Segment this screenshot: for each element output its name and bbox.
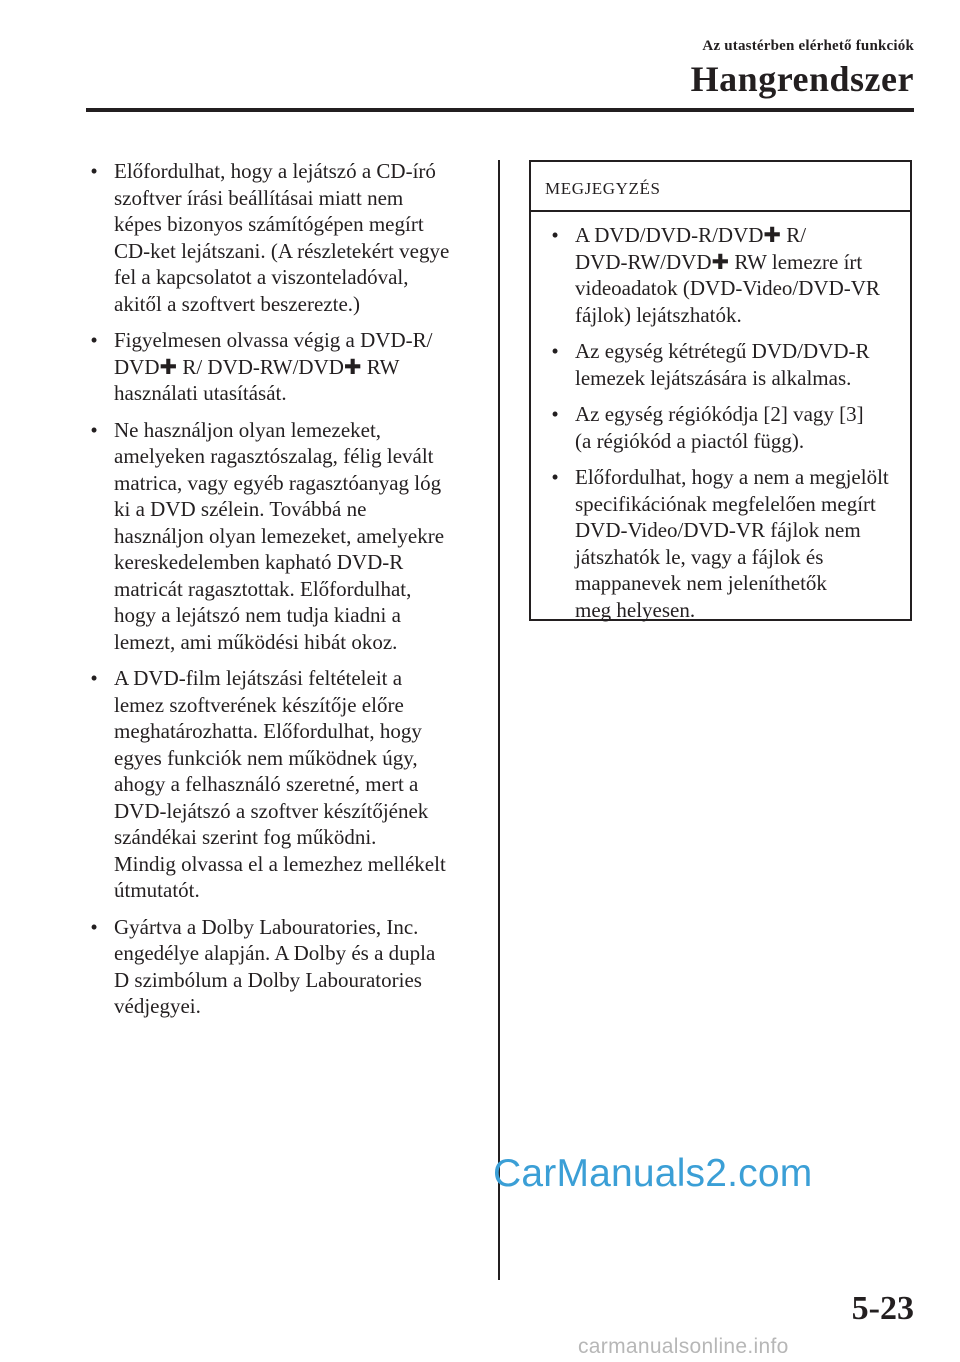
note-item bbox=[545, 222, 898, 328]
left-column bbox=[84, 158, 480, 1030]
list-item bbox=[84, 417, 480, 656]
page-number: 5-23 bbox=[851, 1290, 914, 1327]
bullet-icon: • bbox=[551, 402, 559, 426]
note-box bbox=[529, 160, 912, 621]
footer-url[interactable]: carmanualsonline.info bbox=[578, 1335, 789, 1358]
bullet-icon: • bbox=[551, 339, 559, 363]
list-item bbox=[84, 158, 480, 317]
list-item bbox=[84, 914, 480, 1020]
note-item bbox=[545, 338, 898, 391]
list-item-text: A DVD-film lejátszási feltételeit a lemez szoftverének készítője előre meghatározhatta. Előfordulhat, hogy egyes funkciók nem működnek úgy, ahogy a felhasználó szeretné, mert a DVD-lejátszó a szoftver készítőjének szándékai szerint fog működni. Mindig olvassa el a lemezhez mellékelt útmutatót. bbox=[114, 666, 446, 902]
note-title: MEGJEGYZÉS bbox=[531, 162, 910, 212]
section-subtitle: Az utastérben elérhető funkciók bbox=[702, 38, 914, 54]
bullet-icon: • bbox=[90, 666, 98, 690]
bullet-icon: • bbox=[90, 417, 98, 442]
list-item-text: Gyártva a Dolby Labouratories, Inc. engedélye alapján. A Dolby és a dupla D szimbólum a Dolby Labouratories védjegyei. bbox=[114, 914, 436, 1018]
note-item-text: Előfordulhat, hogy a nem a megjelölt specifikációnak megfelelően megírt DVD-Video/DVD-VR fájlok nem játszhatók le, vagy a fájlok és mappanevek nem jeleníthetők meg helyesen. bbox=[575, 465, 889, 622]
list-item-text: Előfordulhat, hogy a lejátszó a CD-író szoftver írási beállításai miatt nem képes bizonyos számítógépen megírt CD-ket lejátszani. (A részletekért vegye fel a kapcsolatot a viszonteladóval, akitől a szoftvert beszerezte.) bbox=[114, 159, 450, 316]
note-item-text: Az egység kétrétegű DVD/DVD-R lemezek lejátszására is alkalmas. bbox=[575, 339, 870, 390]
bullet-icon: • bbox=[551, 465, 559, 489]
bullet-icon: • bbox=[551, 223, 559, 247]
note-body bbox=[531, 212, 910, 623]
note-item-text: A DVD/DVD-R/DVD✚ R/ DVD-RW/DVD✚ RW lemezre írt videoadatok (DVD-Video/DVD-VR fájlok) lejátszhatók. bbox=[575, 223, 880, 327]
list-item bbox=[84, 327, 480, 407]
watermark[interactable]: CarManuals2.com bbox=[493, 1152, 813, 1195]
page-title: Hangrendszer bbox=[690, 59, 914, 99]
list-item bbox=[84, 665, 480, 904]
note-item bbox=[545, 464, 898, 623]
note-item-text: Az egység régiókódja [2] vagy [3] (a régiókód a piactól függ). bbox=[575, 402, 864, 453]
bullet-icon: • bbox=[90, 159, 98, 183]
bullet-icon: • bbox=[90, 328, 98, 352]
header-divider bbox=[86, 108, 914, 112]
list-item-text: Figyelmesen olvassa végig a DVD-R/ DVD✚ R/ DVD-RW/DVD✚ RW használati utasítását. bbox=[114, 328, 433, 405]
list-item-text: Ne használjon olyan lemezeket, amelyeken ragasztószalag, félig levált matrica, vagy egyéb ragasztóanyag lóg ki a DVD szélein. Továbbá ne használjon olyan lemezeket, amelyekre kereskedelemben kapható DVD-R matricát ragasztottak. Előfordulhat, hogy a lejátszó nem tudja kiadni a lemezt, ami működési hibát okoz. bbox=[114, 417, 445, 654]
bullet-icon: • bbox=[90, 914, 98, 939]
column-divider bbox=[498, 160, 500, 1280]
note-item bbox=[545, 401, 898, 454]
